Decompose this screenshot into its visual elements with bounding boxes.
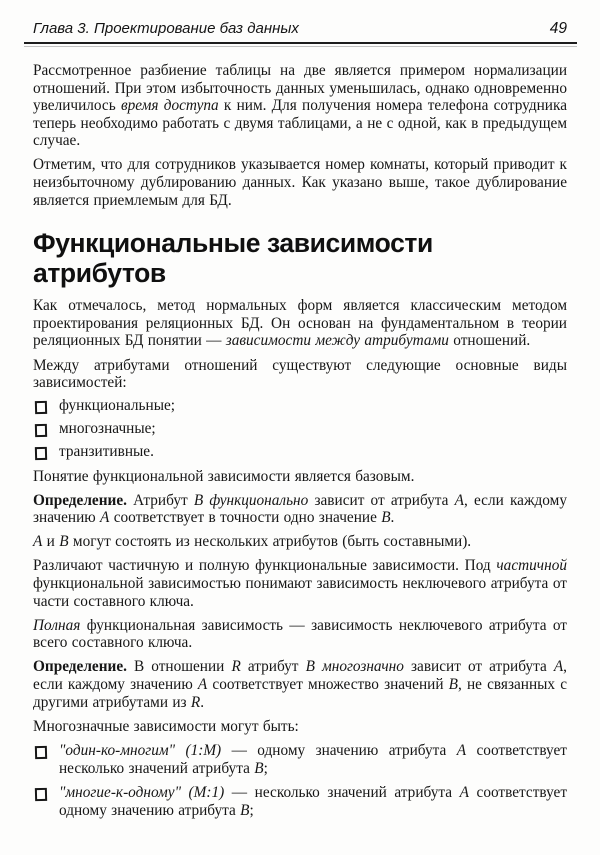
- text-run-italic: А: [454, 491, 464, 509]
- text-run: , не связанных с другими атрибутами из: [33, 675, 567, 711]
- text-run: функциональной зависимостью понимают зависимость неключевого атрибута от части составного ключа.: [33, 574, 567, 610]
- list-item-label: многозначные;: [59, 420, 156, 438]
- running-header: [33, 20, 567, 41]
- definition-multivalued-dependency: [33, 658, 567, 711]
- text-run-italic: частичной: [496, 557, 567, 575]
- text-run-italic: В: [59, 533, 69, 551]
- paragraph-partial-dependency: [33, 557, 567, 610]
- definition-label: Определение.: [33, 491, 127, 509]
- text-run-italic: В: [448, 675, 459, 693]
- text-run: соответствует одному значению атрибута: [59, 784, 567, 819]
- text-run-italic: "многие-к-одному" (М:1): [59, 784, 225, 802]
- text-run: .: [390, 509, 395, 527]
- square-bullet-icon: [35, 788, 47, 801]
- list-item-label: транзитивные.: [59, 443, 154, 461]
- list-item-functional: [33, 397, 567, 415]
- text-run-italic: R: [231, 658, 241, 676]
- text-run: могут состоять из нескольких атрибутов (быть составными).: [68, 533, 472, 551]
- square-bullet-icon: [35, 424, 47, 437]
- list-item-one-to-many: [33, 742, 567, 777]
- paragraph-room-number: [33, 156, 567, 209]
- text-run: соответствует множество значений: [207, 675, 449, 693]
- text-run-italic: зависимости между атрибутами: [225, 332, 449, 350]
- text-run-italic: В функционально: [193, 491, 309, 509]
- text-run: ;: [249, 802, 254, 819]
- text-run: атрибут: [240, 658, 306, 676]
- paragraph-normal-forms: [33, 297, 567, 350]
- text-run: и: [42, 533, 60, 551]
- text-run: зависит от атрибута: [403, 658, 554, 676]
- header-rule: [24, 42, 577, 47]
- square-bullet-icon: [35, 447, 47, 460]
- text-run-italic: А: [553, 658, 564, 676]
- text-run-italic: время доступа: [120, 97, 219, 115]
- text-run: Рассмотренное разбиение таблицы на две является примером нормализации отношений. При этом избыточность данных уменьшилась, однако одновременно увеличилось: [33, 62, 567, 115]
- list-item-many-to-one: [33, 784, 567, 819]
- paragraph-composite-attributes: [33, 533, 567, 551]
- text-run: функциональная зависимость — зависимость неключевого атрибута от всего составного ключа.: [33, 616, 567, 652]
- text-run: Понятие функциональной зависимости является базовым.: [33, 467, 415, 485]
- text-run: — несколько значений атрибута: [224, 784, 460, 802]
- text-run: , если каждому значению: [33, 658, 567, 693]
- section-title: [33, 228, 567, 288]
- section-title-line1: Функциональные зависимости: [33, 228, 433, 259]
- text-run: соответствует в точности одно значение: [109, 509, 382, 527]
- text-run: соответствует несколько значений атрибута: [59, 742, 567, 777]
- page-number: 49: [549, 20, 567, 37]
- text-run: Многозначные зависимости могут быть:: [33, 717, 299, 735]
- square-bullet-icon: [35, 401, 47, 414]
- text-run-italic: А: [456, 742, 467, 760]
- paragraph-multivalued-kinds-intro: [33, 718, 567, 736]
- text-run: Различают частичную и полную функциональные зависимости. Под: [33, 557, 497, 575]
- text-run-italic: А: [33, 533, 43, 551]
- text-run-italic: А: [459, 784, 469, 802]
- text-run-italic: R: [190, 693, 201, 711]
- text-run: В отношении: [126, 658, 232, 676]
- chapter-title: Глава 3. Проектирование баз данных: [33, 20, 299, 37]
- paragraph-dependency-kinds-intro: [33, 357, 567, 392]
- text-run: Отметим, что для сотрудников указывается номер комнаты, который приводит к неизбыточному дублированию данных. Как указано выше, такое дублирование является приемлемым для БД.: [33, 156, 567, 209]
- definition-label: Определение.: [33, 658, 127, 676]
- list-item-text: [59, 784, 567, 819]
- text-run-italic: В многозначно: [305, 658, 404, 676]
- text-run: — одному значению атрибута: [221, 742, 457, 760]
- text-run-italic: "один-ко-многим" (1:М): [59, 742, 222, 760]
- text-run: , если каждому значению: [33, 491, 567, 527]
- list-item-label: функциональные;: [59, 397, 176, 415]
- text-run: зависит от атрибута: [308, 491, 455, 509]
- square-bullet-icon: [35, 746, 47, 759]
- section-title-line2: атрибутов: [33, 258, 166, 289]
- list-item-transitive: [33, 443, 567, 461]
- definition-functional-dependency: [33, 492, 567, 527]
- text-run-italic: А: [197, 675, 208, 693]
- paragraph-normalization: [33, 62, 567, 150]
- text-run: Между атрибутами отношений существуют следующие основные виды зависимостей:: [33, 356, 567, 392]
- text-run-italic: В: [240, 802, 250, 819]
- text-run: отношений.: [448, 332, 531, 350]
- text-run-italic: Полная: [33, 616, 81, 634]
- text-run: к ним. Для получения номера телефона сотрудника теперь необходимо работать с двумя таблицами, а не с одной, как в предыдущем случае.: [33, 97, 567, 150]
- text-run: Как отмечалось, метод нормальных форм является классическим методом проектирования реляционных БД. Он основан на фундаментальном в теории реляционных БД понятии —: [33, 297, 567, 350]
- list-item-multivalued: [33, 420, 567, 438]
- text-run: Атрибут: [126, 491, 194, 509]
- text-run: .: [200, 693, 205, 711]
- list-item-text: [59, 742, 567, 777]
- text-run-italic: В: [381, 509, 391, 527]
- text-run: ;: [263, 759, 268, 777]
- paragraph-basic-notion: [33, 468, 567, 486]
- text-run-italic: В: [254, 759, 264, 777]
- text-run-italic: А: [100, 509, 110, 527]
- paragraph-full-dependency: [33, 617, 567, 652]
